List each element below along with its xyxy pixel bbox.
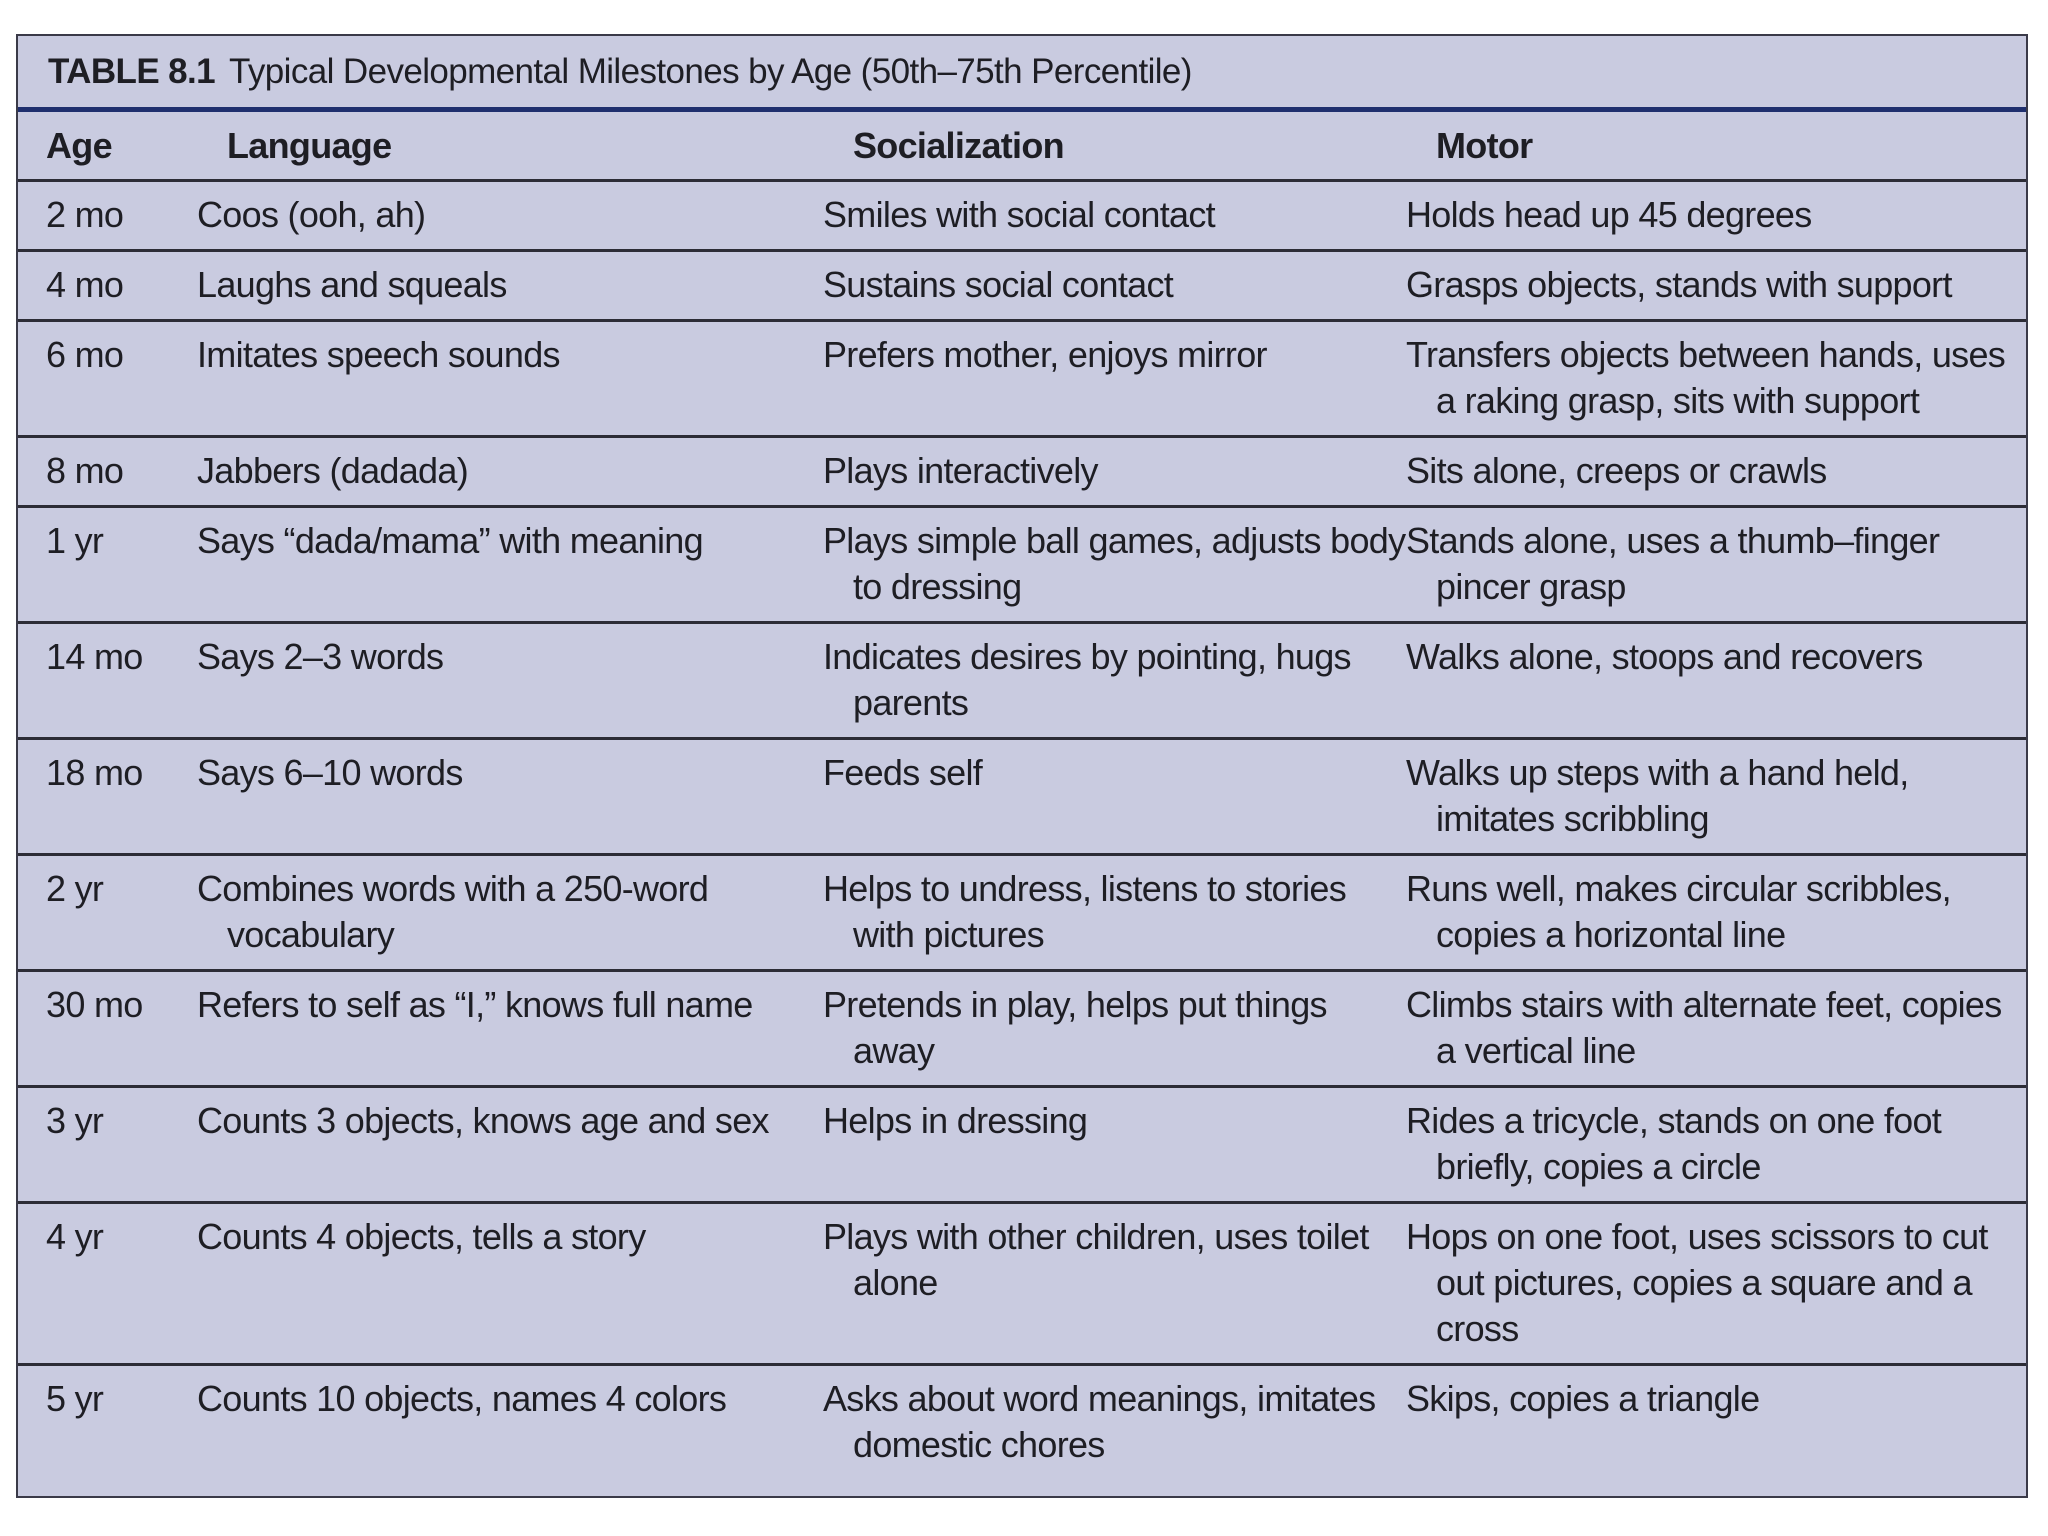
table-caption [18, 36, 2026, 112]
age-cell: 5 yr [46, 1378, 104, 1419]
age-cell: 2 yr [46, 868, 104, 909]
table-row [18, 1366, 2026, 1482]
motor-cell: Walks alone, stoops and recovers [1406, 636, 1923, 677]
socialization-cell: Plays simple ball games, adjusts body to dressing [823, 520, 1406, 607]
table-row [18, 438, 2026, 508]
language-cell: Coos (ooh, ah) [197, 194, 426, 235]
table-label: TABLE 8.1 [48, 51, 216, 91]
table-row [18, 624, 2026, 740]
language-cell: Counts 10 objects, names 4 colors [197, 1378, 727, 1419]
motor-cell: Hops on one foot, uses scissors to cut out pictures, copies a square and a cross [1406, 1216, 1988, 1349]
socialization-cell: Helps in dressing [823, 1100, 1088, 1141]
age-cell: 4 yr [46, 1216, 104, 1257]
motor-cell: Climbs stairs with alternate feet, copies a vertical line [1406, 984, 2002, 1071]
age-cell: 8 mo [46, 450, 124, 491]
milestones-table [16, 34, 2028, 1498]
language-cell: Says 6–10 words [197, 752, 463, 793]
motor-cell: Transfers objects between hands, uses a raking grasp, sits with support [1406, 334, 2006, 421]
socialization-cell: Plays interactively [823, 450, 1098, 491]
language-cell: Counts 3 objects, knows age and sex [197, 1100, 769, 1141]
table-row [18, 972, 2026, 1088]
table-row [18, 740, 2026, 856]
socialization-cell: Plays with other children, uses toilet alone [823, 1216, 1369, 1303]
motor-cell: Grasps objects, stands with support [1406, 264, 1952, 305]
header-row [18, 112, 2026, 182]
motor-cell: Rides a tricycle, stands on one foot briefly, copies a circle [1406, 1100, 1942, 1187]
table-row [18, 182, 2026, 252]
header-age: Age [46, 124, 112, 166]
motor-cell: Stands alone, uses a thumb–finger pincer grasp [1406, 520, 1940, 607]
table-row [18, 1204, 2026, 1366]
socialization-cell: Pretends in play, helps put things away [823, 984, 1327, 1071]
motor-cell: Runs well, makes circular scribbles, copies a horizontal line [1406, 868, 1951, 955]
socialization-cell: Helps to undress, listens to stories with pictures [823, 868, 1347, 955]
language-cell: Combines words with a 250-word vocabulary [197, 868, 709, 955]
header-language: Language [227, 124, 392, 166]
language-cell: Laughs and squeals [197, 264, 507, 305]
table-row [18, 508, 2026, 624]
language-cell: Refers to self as “I,” knows full name [197, 984, 753, 1025]
socialization-cell: Asks about word meanings, imitates domestic chores [823, 1378, 1376, 1465]
age-cell: 6 mo [46, 334, 124, 375]
table-row [18, 252, 2026, 322]
header-motor: Motor [1436, 124, 1533, 166]
table-row [18, 1088, 2026, 1204]
table-row [18, 856, 2026, 972]
motor-cell: Walks up steps with a hand held, imitates scribbling [1406, 752, 1909, 839]
language-cell: Says 2–3 words [197, 636, 444, 677]
table-title: Typical Developmental Milestones by Age (50th–75th Percentile) [229, 51, 1192, 91]
age-cell: 4 mo [46, 264, 124, 305]
socialization-cell: Smiles with social contact [823, 194, 1215, 235]
language-cell: Says “dada/mama” with meaning [197, 520, 703, 561]
language-cell: Jabbers (dadada) [197, 450, 468, 491]
header-socialization: Socialization [853, 124, 1064, 166]
socialization-cell: Sustains social contact [823, 264, 1174, 305]
motor-cell: Sits alone, creeps or crawls [1406, 450, 1827, 491]
language-cell: Counts 4 objects, tells a story [197, 1216, 646, 1257]
age-cell: 1 yr [46, 520, 104, 561]
age-cell: 30 mo [46, 984, 143, 1025]
age-cell: 2 mo [46, 194, 124, 235]
language-cell: Imitates speech sounds [197, 334, 560, 375]
motor-cell: Holds head up 45 degrees [1406, 194, 1812, 235]
age-cell: 18 mo [46, 752, 143, 793]
table-row [18, 322, 2026, 438]
age-cell: 14 mo [46, 636, 143, 677]
socialization-cell: Indicates desires by pointing, hugs parents [823, 636, 1351, 723]
socialization-cell: Prefers mother, enjoys mirror [823, 334, 1267, 375]
age-cell: 3 yr [46, 1100, 104, 1141]
motor-cell: Skips, copies a triangle [1406, 1378, 1760, 1419]
socialization-cell: Feeds self [823, 752, 983, 793]
table-grid [18, 112, 2026, 1482]
